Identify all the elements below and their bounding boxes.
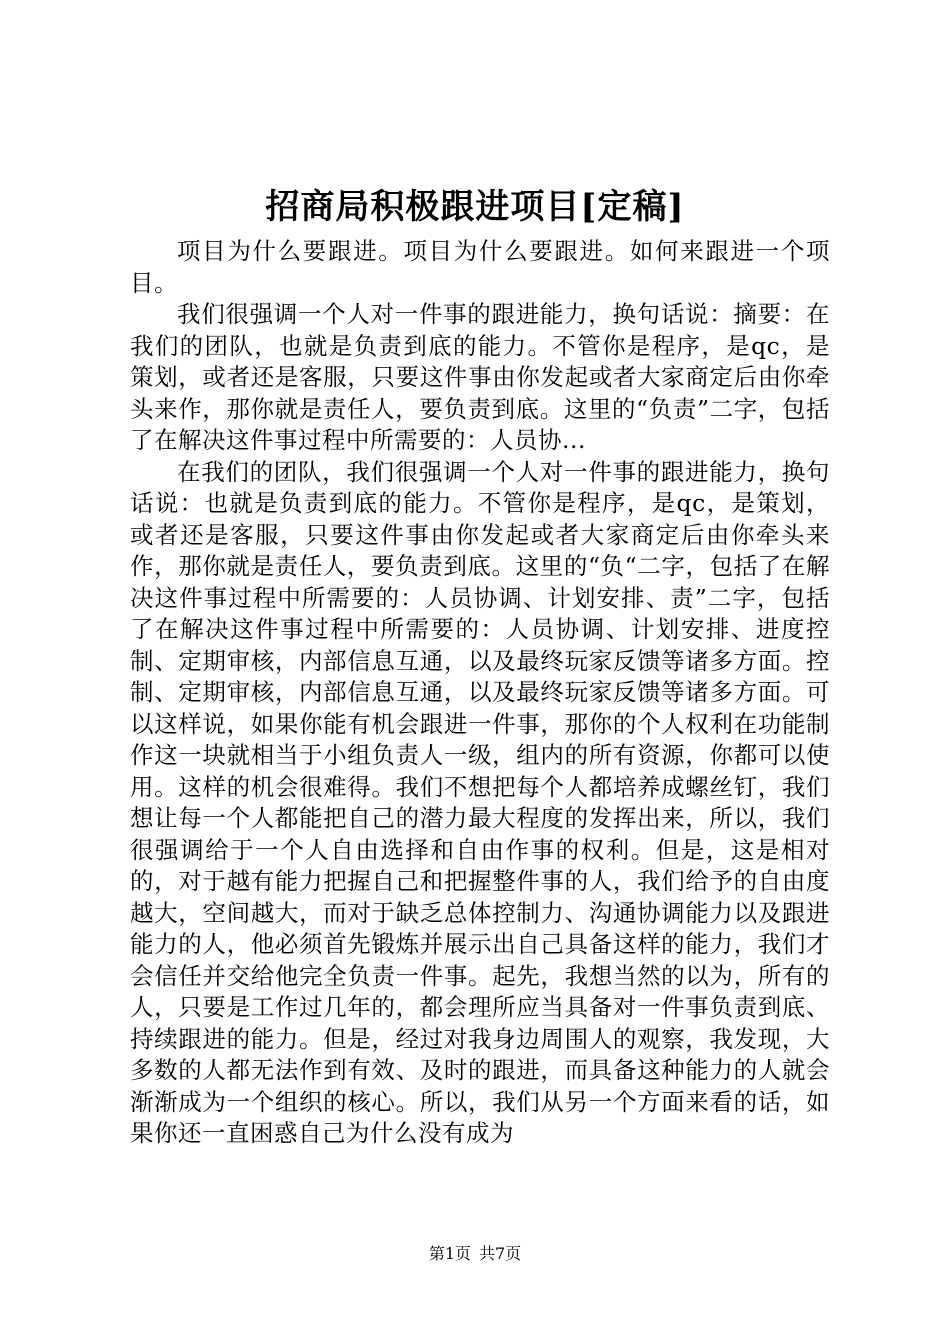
paragraph-2: 我们很强调一个人对一件事的跟进能力，换句话说：摘要：在我们的团队，也就是负责到底的能力。不管你是程序，是qc，是策划，或者还是客服，只要这件事由你发起或者大家商定后由你牵头来作，那你就是责任人，要负责到底。这里的“负责”二字，包括了在解决这件事过程中所需要的：人员协...	[130, 300, 830, 454]
page-footer	[0, 1243, 950, 1265]
page-total: 共7页	[479, 1244, 522, 1263]
page-number: 第1页	[428, 1244, 471, 1263]
paragraph-1: 项目为什么要跟进。项目为什么要跟进。如何来跟进一个项目。	[130, 237, 830, 297]
paragraph-3: 在我们的团队，我们很强调一个人对一件事的跟进能力，换句话说：也就是负责到底的能力。不管你是程序，是qc，是策划，或者还是客服，只要这件事由你发起或者大家商定后由你牵头来作，那你就是责任人，要负责到底。这里的“负“二字，包括了在解决这件事过程中所需要的：人员协调、计划安排、责”二字，包括了在解决这件事过程中所需要的：人员协调、计划安排、进度控制、定期审核，内部信息互通，以及最终玩家反馈等诸多方面。控制、定期审核，内部信息互通，以及最终玩家反馈等诸多方面。可以这样说，如果你能有机会跟进一件事，那你的个人权利在功能制作这一块就相当于小组负责人一级，组内的所有资源，你都可以使用。这样的机会很难得。我们不想把每个人都培养成螺丝钉，我们想让每一个人都能把自己的潜力最大程度的发挥出来，所以，我们很强调给于一个人自由选择和自由作事的权利。但是，这是相对的，对于越有能力把握自己和把握整件事的人，我们给予的自由度越大，空间越大，而对于缺乏总体控制力、沟通协调能力以及跟进能力的人，他必须首先锻炼并展示出自己具备这样的能力，我们才会信任并交给他完全负责一件事。起先，我想当然的以为，所有的人，只要是工作过几年的，都会理所应当具备对一件事负责到底、持续跟进的能力。但是，经过对我身边周围人的观察，我发现，大多数的人都无法作到有效、及时的跟进，而具备这种能力的人就会渐渐成为一个组织的核心。所以，我们从另一个方面来看的话，如果你还一直困惑自己为什么没有成为	[130, 457, 830, 1147]
document-title: 招商局积极跟进项目[定稿]	[265, 187, 685, 227]
document-body	[130, 236, 830, 1150]
